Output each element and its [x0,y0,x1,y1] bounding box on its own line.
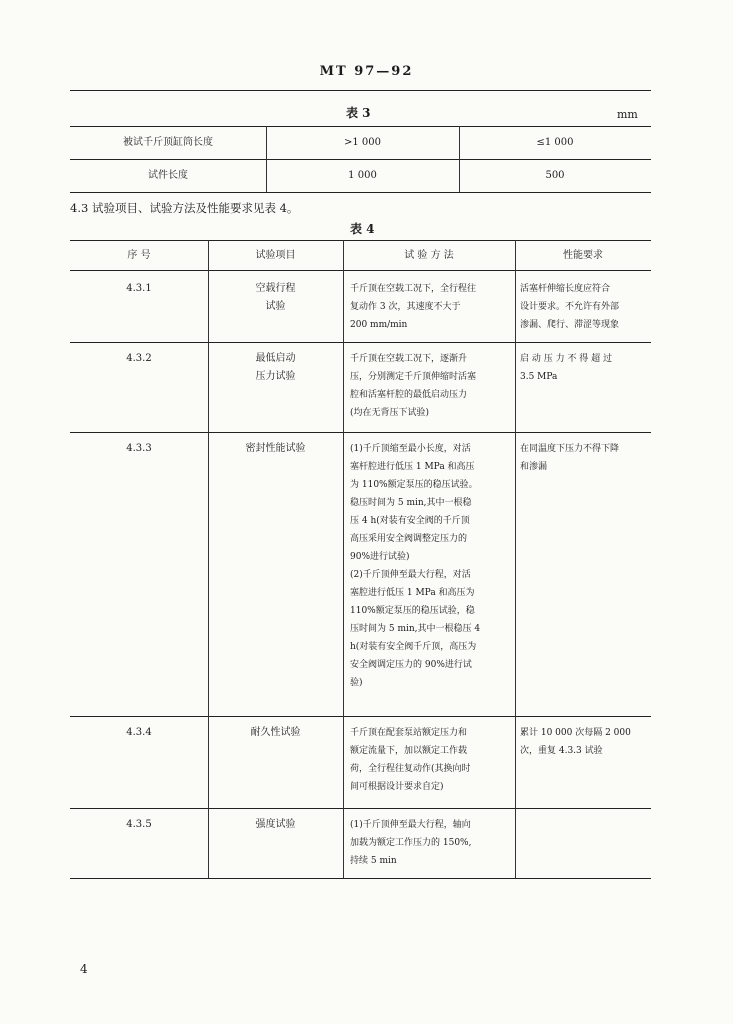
table3-row-label: 被试千斤顶缸筒长度 [123,137,213,148]
table4-caption: 表 4 [350,222,375,236]
method-line: h(对装有安全阀千斤顶，高压为 [350,642,477,652]
method-line: 安全阀调定压力的 90%进行试 [350,660,472,670]
table4-row-item [208,724,343,742]
table3-unit: mm [617,108,638,121]
table4-header-method: 试 验 方 法 [404,250,454,261]
table3-row-label: 试件长度 [148,170,188,181]
method-line: 千斤顶在空载工况下，全行程往 [350,284,477,294]
method-line: 荷，全行程往复动作(其换向时 [350,764,471,774]
requirement-line: 累计 10 000 次每隔 2 000 [520,728,631,738]
requirement-line: 在同温度下压力不得下降 [520,444,620,454]
requirement-line: 次，重复 4.3.3 试验 [520,746,603,756]
table4-row-method [350,280,512,334]
method-line: (1)千斤顶缩至最小长度，对活 [350,444,471,454]
method-line: 200 mm/min [350,320,408,330]
table4-row-method [350,724,512,796]
method-line: (2)千斤顶伸至最大行程，对活 [350,570,471,580]
requirement-line: 和渗漏 [520,462,548,472]
method-line: 压 4 h(对装有安全阀的千斤顶 [350,516,470,526]
method-line: 压时间为 5 min,其中一根稳压 4 [350,624,481,634]
table4-row-method [350,816,512,870]
table3-cell: ≤1 000 [536,137,574,148]
table4-row-no: 4.3.2 [126,353,152,364]
table4-row-rule [70,808,651,809]
method-line: 额定流量下，加以额定工作载 [350,746,468,756]
method-line: 千斤顶在空载工况下，逐渐升 [350,354,468,364]
item-line: 最低启动 [255,353,296,364]
method-line: 90%进行试验) [350,552,410,562]
method-line: 间可根据设计要求自定) [350,782,444,792]
table4-row-no: 4.3.5 [126,819,152,830]
page-header: MT 97—92 [319,64,414,79]
table4-row-rule [70,432,651,433]
item-line: 耐久性试验 [250,727,301,738]
table3-bottom-rule [70,192,651,193]
method-line: 稳压时间为 5 min,其中一根稳 [350,498,472,508]
table3-caption: 表 3 [346,106,371,120]
method-line: 腔和活塞杆腔的最低启动压力 [350,390,468,400]
item-line: 压力试验 [255,371,296,382]
table4-header-no: 序 号 [127,250,151,261]
table4-col-divider [343,240,344,878]
table4-bottom-rule [70,878,651,879]
requirement-line: 渗漏、爬行、滞涩等现象 [520,320,620,330]
method-line: 110%额定泵压的稳压试验，稳 [350,606,475,616]
table4-header-rule [70,270,651,271]
table4-row-requirement [520,440,650,476]
table4-row-requirement [520,350,650,386]
method-line: 持续 5 min [350,856,397,866]
table3-row-rule [70,159,651,160]
method-line: (均在无背压下试验) [350,408,430,418]
table4-row-item [208,350,343,386]
item-line: 密封性能试验 [245,443,306,454]
header-rule [70,90,651,91]
table4-row-item [208,440,343,458]
table4-row-item [208,816,343,834]
requirement-line: 3.5 MPa [520,372,558,382]
method-line: 为 110%额定泵压的稳压试验。 [350,480,478,490]
method-line: 塞腔进行低压 1 MPa 和高压为 [350,588,475,598]
method-line: 塞杆腔进行低压 1 MPa 和高压 [350,462,475,472]
table4-row-requirement [520,724,650,760]
table3-cell: 1 000 [348,170,377,181]
table3-top-rule [70,126,651,127]
table4-row-requirement [520,280,650,334]
table4-row-no: 4.3.4 [126,727,152,738]
item-line: 试验 [265,301,286,312]
table4-row-method [350,440,512,692]
table4-header-requirement: 性能要求 [563,250,603,261]
page-number: 4 [80,962,88,976]
table3-cell: 500 [545,170,565,181]
table4-col-divider [208,240,209,878]
section-4-3-text: 4.3 试验项目、试验方法及性能要求见表 4。 [70,201,299,215]
table4-col-divider [515,240,516,878]
table3-cell: >1 000 [343,137,381,148]
method-line: 加载为额定工作压力的 150%, [350,838,472,848]
item-line: 强度试验 [255,819,296,830]
table4-row-rule [70,342,651,343]
method-line: 复动作 3 次，其速度不大于 [350,302,461,312]
table4-row-no: 4.3.3 [126,443,152,454]
table4-top-rule [70,240,651,241]
table4-header-item: 试验项目 [255,250,296,261]
table4-row-rule [70,716,651,717]
table4-row-item [208,280,343,316]
method-line: 压，分别测定千斤顶伸缩时活塞 [350,372,477,382]
method-line: 千斤顶在配套泵站额定压力和 [350,728,468,738]
requirement-line: 活塞杆伸缩长度应符合 [520,284,611,294]
method-line: 验) [350,678,363,688]
table4-row-method [350,350,512,422]
item-line: 空载行程 [255,283,296,294]
method-line: 高压采用安全阀调整定压力的 [350,534,468,544]
table4-row-no: 4.3.1 [126,283,152,294]
method-line: (1)千斤顶伸至最大行程，轴向 [350,820,471,830]
requirement-line: 启 动 压 力 不 得 超 过 [520,354,613,364]
requirement-line: 设计要求。不允许有外部 [520,302,620,312]
